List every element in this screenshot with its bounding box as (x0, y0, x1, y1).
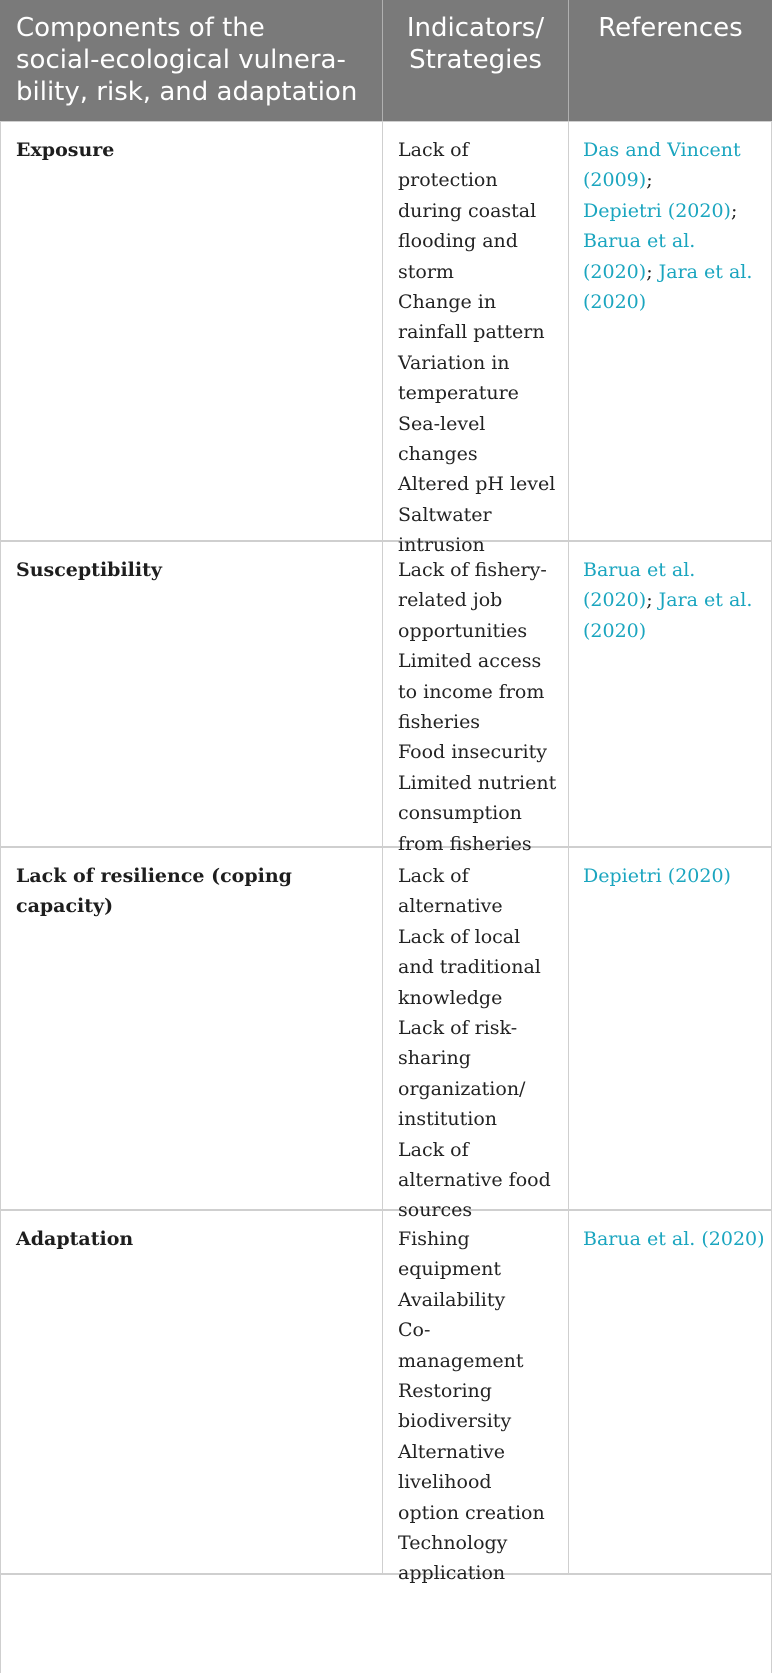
header-references (569, 0, 772, 121)
indicator-line: Lack of risk- (398, 1017, 518, 1040)
references-cell (569, 1211, 772, 1573)
indicator-line: Technology (398, 1532, 508, 1555)
indicator-line: biodiversity (398, 1410, 512, 1433)
indicators-cell (383, 542, 569, 855)
indicator-line: equipment (398, 1258, 502, 1281)
component-cell: Lack of resilience (coping capacity) (0, 848, 383, 1209)
table-row (0, 1211, 772, 1585)
reference-line (583, 135, 766, 165)
indicator-line: Fishing (398, 1228, 470, 1250)
indicator-line: temperature (398, 382, 519, 405)
indicators-cell (383, 848, 569, 1222)
reference-line (583, 861, 766, 891)
component-cell: Susceptibility (0, 542, 383, 846)
references-cell (569, 542, 772, 846)
indicator-line: rainfall pattern (398, 321, 545, 344)
reference-line (583, 585, 766, 615)
indicator-line: Altered pH level (398, 473, 556, 496)
reference-line (583, 226, 766, 256)
header-components (0, 0, 383, 121)
indicator-line: option creation (398, 1501, 545, 1524)
indicator-line: storm (398, 260, 454, 283)
indicator-line: fisheries (398, 711, 481, 734)
indicator-line: Lack of (398, 139, 469, 161)
indicator-line: Limited nutrient (398, 771, 557, 794)
table-row (0, 122, 772, 557)
reference-link[interactable]: Depietri (2020) (583, 865, 731, 887)
indicator-line: Restoring (398, 1380, 492, 1403)
reference-line (583, 555, 766, 585)
indicator-line: sources (398, 1199, 473, 1222)
reference-link[interactable]: Jara et al. (658, 589, 753, 612)
indicator-line: from fisheries (398, 832, 532, 855)
indicators-cell (383, 122, 569, 557)
indicator-line: livelihood (398, 1471, 492, 1494)
indicator-line: protection (398, 169, 498, 192)
reference-separator: ; (730, 199, 738, 222)
reference-link[interactable]: Barua et al. (2020) (583, 1228, 765, 1250)
indicator-line: Variation in (398, 351, 510, 374)
reference-link[interactable]: Das and Vincent (583, 139, 741, 161)
reference-line (583, 257, 766, 287)
reference-link[interactable]: Jara et al. (658, 260, 753, 283)
indicator-line: Sea-level (398, 412, 486, 435)
indicator-line: alternative (398, 895, 503, 918)
reference-link[interactable]: Depietri (2020) (583, 199, 731, 222)
reference-link[interactable]: (2009) (583, 169, 647, 192)
reference-separator: ; (646, 169, 653, 192)
reference-link[interactable]: (2020) (583, 619, 647, 642)
table-body (0, 122, 772, 1585)
indicator-line: Limited access (398, 650, 542, 673)
reference-link[interactable]: (2020) (583, 589, 647, 612)
indicator-line: Saltwater (398, 503, 492, 526)
component-cell: Exposure (0, 122, 383, 540)
indicator-line: changes (398, 443, 478, 466)
indicator-line: and traditional (398, 956, 541, 979)
table-row (0, 542, 772, 855)
reference-link[interactable]: (2020) (583, 291, 647, 314)
reference-link[interactable]: Barua et al. (583, 559, 696, 581)
reference-separator: ; (646, 260, 659, 283)
reference-line (583, 196, 766, 226)
indicator-line: opportunities (398, 619, 528, 642)
header-components-line: bility, risk, and adaptation (16, 77, 358, 107)
table-row (0, 848, 772, 1222)
indicator-line: flooding and (398, 230, 518, 253)
header-references-line: References (598, 13, 743, 43)
indicator-line: Food insecurity (398, 741, 547, 764)
header-indicators (383, 0, 569, 121)
reference-line (583, 287, 766, 317)
indicator-line: to income from (398, 680, 545, 703)
indicator-line: Lack of (398, 1138, 469, 1161)
indicator-line: Availability (398, 1288, 506, 1311)
indicator-line: institution (398, 1108, 498, 1131)
header-indicators-line: Strategies (409, 45, 542, 75)
indicator-line: management (398, 1349, 524, 1372)
indicator-line: organization/ (398, 1077, 526, 1100)
indicator-line: application (398, 1562, 506, 1585)
indicator-line: Alternative (398, 1440, 506, 1463)
indicator-line: consumption (398, 802, 522, 825)
header-components-line: social-ecological vulnera- (16, 45, 346, 75)
references-cell (569, 848, 772, 1209)
indicator-line: alternative food (398, 1169, 551, 1192)
references-cell (569, 122, 772, 540)
component-cell: Adaptation (0, 1211, 383, 1573)
table-header (0, 0, 772, 122)
indicator-line: knowledge (398, 986, 503, 1009)
reference-separator: ; (646, 589, 659, 612)
indicator-line: Lack of fishery- (398, 559, 547, 581)
reference-link[interactable]: Barua et al. (583, 230, 696, 253)
indicators-cell (383, 1211, 569, 1585)
indicator-line: intrusion (398, 534, 485, 557)
indicator-line: Lack of (398, 865, 469, 887)
indicator-line: related job (398, 589, 503, 612)
indicator-line: during coastal (398, 199, 537, 222)
header-indicators-line: Indicators/ (406, 13, 545, 43)
indicator-line: Lack of local (398, 925, 521, 948)
reference-line (583, 165, 766, 195)
reference-line (583, 616, 766, 646)
indicator-line: sharing (398, 1047, 471, 1070)
indicator-line: Change in (398, 291, 497, 314)
header-components-line: Components of the (16, 13, 265, 43)
reference-line (583, 1224, 766, 1254)
indicator-line: Co- (398, 1319, 431, 1342)
reference-link[interactable]: (2020) (583, 260, 647, 283)
